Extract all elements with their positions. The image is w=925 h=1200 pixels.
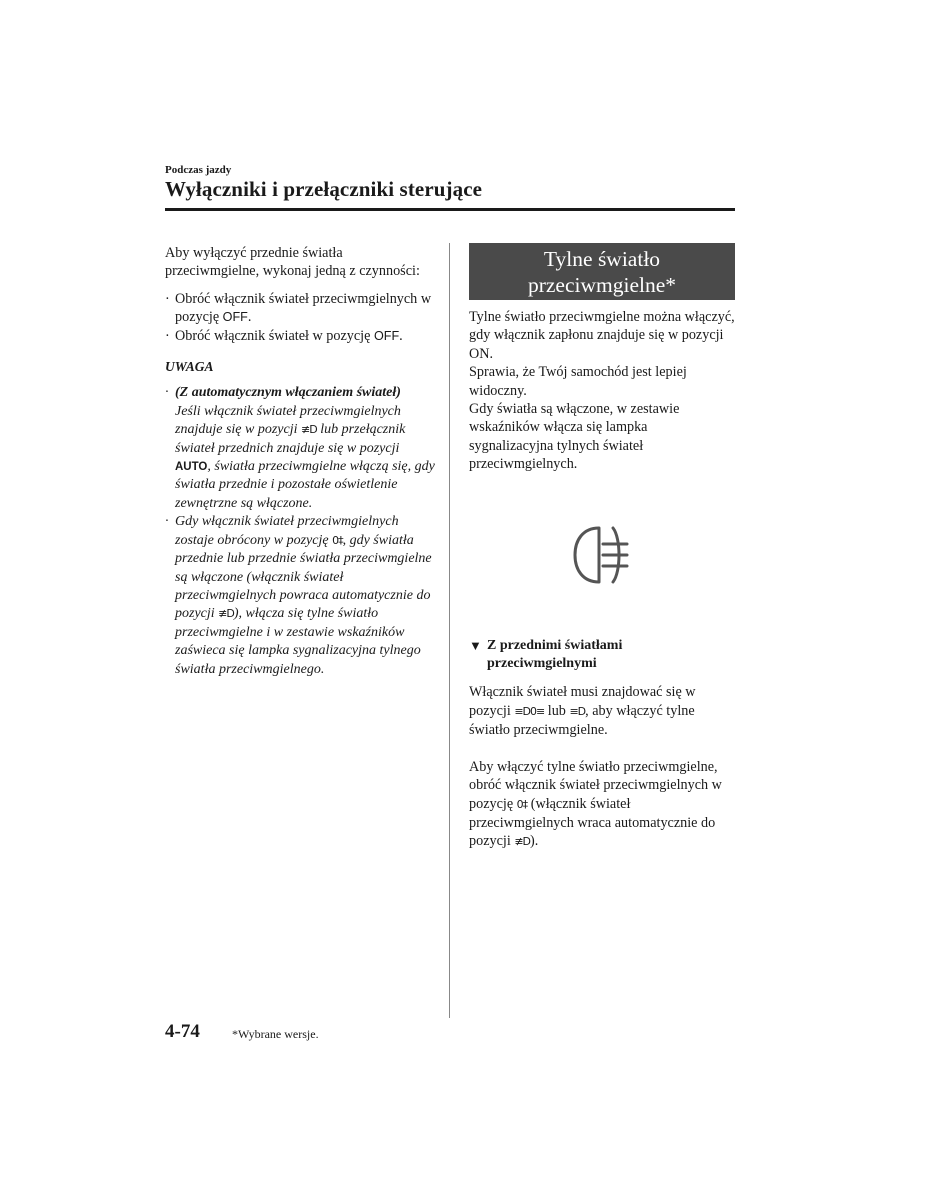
- parking-lights-symbol: ≡D0≡: [514, 704, 545, 718]
- rear-fog-symbol: 0‡: [332, 533, 343, 547]
- list-item: · Obróć włącznik świateł w pozycję OFF.: [165, 327, 403, 344]
- list-item: · Gdy włącznik świateł przeciwmgielnych zostaje obrócony w pozycję 0‡, gdy światła przednie lub przednie światła przeciwmgielne są włączone (włącznik świateł przeciwmgielnych powraca automatycznie do pozycji ≢D), włącza się tylne światło przeciwmgielne i w zestawie wskaźników zaświeca się lampka sygnalizacyjna tylnego światła przeciwmgielnego.: [165, 514, 432, 677]
- auto-code: AUTO: [175, 461, 208, 474]
- front-fog-symbol: ≢D: [218, 607, 234, 621]
- title-rule: [165, 208, 735, 211]
- page-title: Wyłączniki i przełączniki sterujące: [165, 177, 483, 201]
- list-item: · Obróć włącznik świateł przeciwmgielnych w pozycję OFF.: [165, 290, 432, 326]
- triangle-down-icon: ▼: [469, 637, 482, 653]
- headlight-symbol: ≡D: [569, 704, 586, 718]
- list-item: · (Z automatycznym włączaniem świateł) Jeśli włącznik świateł przeciwmgielnych znajduje się w pozycji ≢D lub przełącznik świateł przednich znajduje się w pozycji AUTO, światła przeciwmgielne włączą się, gdy światła przednie i pozostałe oświetlenie zewnętrzne są włączone.: [165, 385, 435, 511]
- bullet-list: [165, 290, 435, 345]
- note-title: UWAGA: [165, 359, 214, 375]
- note-heading: (Z automatycznym włączaniem świateł): [175, 385, 401, 401]
- description: Tylne światło przeciwmgielne można włączyć, gdy włącznik zapłonu znajduje się w pozycji ON. Sprawia, że Twój samochód jest lepiej widoczny. Gdy światła są włączone, w zestawie wskaźników włącza się lampka sygnalizacyjna tylnych świateł przeciwmgielnych.: [469, 309, 735, 473]
- left-column: [165, 244, 435, 679]
- right-column: [469, 243, 735, 852]
- column-divider: [449, 243, 450, 1018]
- sub-heading: ▼ Z przednimi światłami przeciwmgielnymi: [469, 637, 735, 674]
- footnote: *Wybrane wersje.: [232, 1027, 319, 1041]
- front-fog-symbol: ≢D: [301, 423, 317, 437]
- front-fog-symbol: ≢D: [514, 835, 530, 849]
- rear-fog-symbol: 0‡: [516, 797, 528, 811]
- intro-text: Aby wyłączyć przednie światła przeciwmgielne, wykonaj jedną z czynności:: [165, 245, 420, 280]
- off-code: OFF: [373, 328, 400, 343]
- rear-fog-lamp-icon: [569, 524, 633, 586]
- paragraph: Aby włączyć tylne światło przeciwmgielne, obróć włącznik świateł przeciwmgielnych w pozycję 0‡ (włącznik świateł przeciwmgielnych wraca automatycznie do pozycji ≢D).: [469, 758, 722, 850]
- note-list: [165, 384, 435, 679]
- page-number: 4-74: [165, 1021, 200, 1042]
- paragraph: Włącznik świateł musi znajdować się w pozycji ≡D0≡ lub ≡D, aby włączyć tylne światło przeciwmgielne.: [469, 684, 696, 739]
- section-label: Podczas jazdy: [165, 164, 232, 176]
- off-code: OFF: [222, 310, 248, 325]
- section-banner: Tylne światło przeciwmgielne*: [469, 243, 735, 300]
